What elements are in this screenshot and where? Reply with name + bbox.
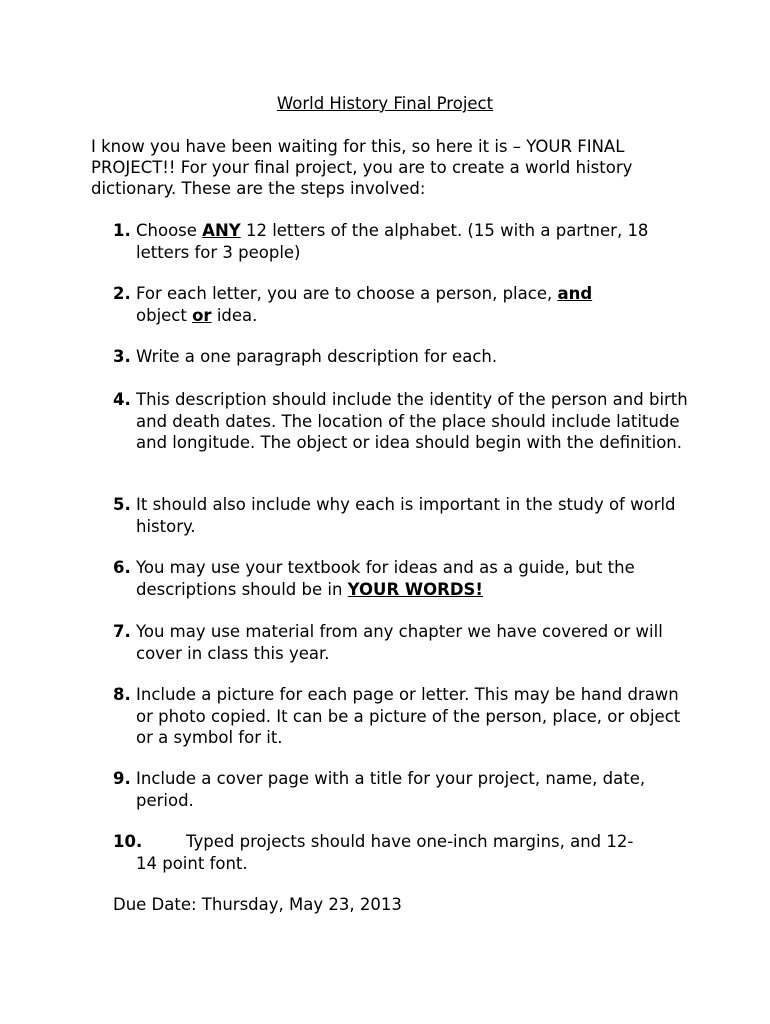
step-number: 9. [113,769,131,788]
step-text: You may use material from any chapter we have covered or will cover in class this year. [136,622,663,663]
step-number: 7. [113,622,131,641]
list-item [113,220,693,263]
emphasis-text: or [192,305,212,325]
step-text: object [136,305,193,325]
due-date: Due Date: Thursday, May 23, 2013 [113,895,402,914]
step-number: 1. [113,221,131,240]
document-title: World History Final Project [276,94,494,113]
step-text: Include a cover page with a title for your project, name, date, period. [136,769,646,810]
step-text: 14 point font. [136,853,248,873]
intro-paragraph: I know you have been waiting for this, so here it is – YOUR FINAL PROJECT!! For your final project, you are to create a world history dictionary. These are the steps involved: [91,137,633,198]
step-text: idea. [211,305,258,325]
list-item [113,831,693,874]
step-number: 2. [113,284,131,303]
step-text: Include a picture for each page or letter. This may be hand drawn or photo copied. It can be a picture of the person, place, or object or a symbol for it. [136,685,681,747]
step-text: This description should include the identity of the person and birth and death dates. The location of the place should include latitude and longitude. The object or idea should begin with the definition. [136,390,688,452]
step-text: It should also include why each is important in the study of world history. [136,495,676,536]
list-item [113,494,693,537]
step-number: 8. [113,685,131,704]
list-item [113,283,693,326]
step-text: Write a one paragraph description for each. [136,347,498,366]
step-text: Typed projects should have one-inch margins, and 12- [186,832,634,851]
step-number: 10. [113,832,143,851]
step-text: 12 letters of the alphabet. (15 with a partner, 18 letters for 3 people) [136,221,649,262]
list-item [113,389,693,454]
list-item [113,557,693,600]
step-text: For each letter, you are to choose a person, place, [136,284,558,303]
list-item [113,621,693,664]
list-item [113,684,693,749]
step-number: 3. [113,347,131,366]
emphasis-text: ANY [202,221,241,240]
list-item [113,768,693,811]
emphasis-text: and [557,284,593,303]
list-item [113,346,693,368]
step-number: 6. [113,558,131,577]
emphasis-text: YOUR WORDS! [347,579,483,599]
step-text: Choose [136,221,203,240]
step-number: 5. [113,495,131,514]
step-number: 4. [113,390,131,409]
step-text: You may use your textbook for ideas and as a guide, but the descriptions should be in [136,558,635,599]
